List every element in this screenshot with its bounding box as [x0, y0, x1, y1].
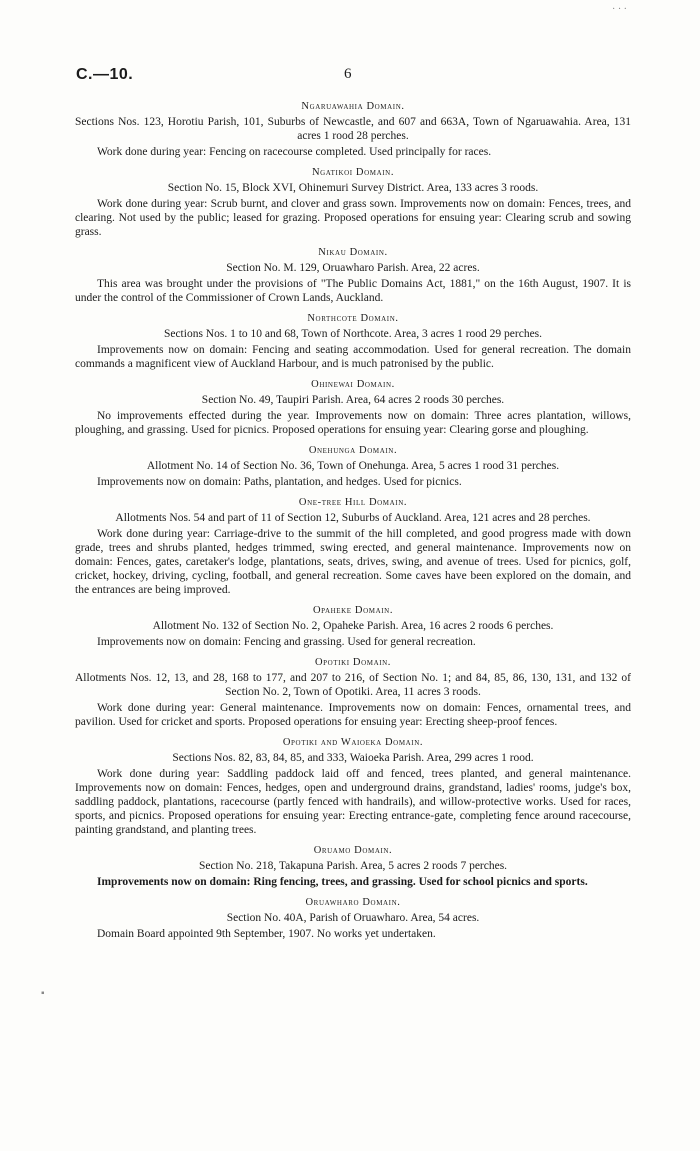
domain-section-ohinewai [75, 378, 631, 437]
section-title: Opotiki Domain. [314, 657, 392, 668]
report-reference: C.—10. [76, 66, 134, 83]
section-title: Ngatikoi Domain. [311, 167, 395, 178]
section-paragraph: Work done during year: General maintenance. Improvements now on domain: Fences, ornamental trees, and pavilion. Used for cricket and sports. Proposed operations for ensuing year: Erecting sheep-proof fences. [75, 702, 631, 728]
section-paragraph: Improvements now on domain: Ring fencing, trees, and grassing. Used for school picnics and sports. [97, 876, 588, 888]
scan-speck-icon: ▪ [41, 988, 45, 999]
section-title: Ohinewai Domain. [311, 379, 395, 390]
document-body [75, 100, 631, 948]
domain-section-nikau [75, 246, 631, 305]
section-location: Section No. 40A, Parish of Oruawharo. Area, 54 acres. [226, 912, 480, 924]
domain-section-oruamo [75, 844, 631, 889]
section-title: One-tree Hill Domain. [298, 497, 408, 508]
section-location: Allotments Nos. 12, 13, and 28, 168 to 177, and 207 to 216, of Section No. 1; and 84, 85, 86, 130, 131, and 132 of Section No. 2, Town of Opotiki. Area, 11 acres 3 roods. [75, 672, 631, 698]
section-location: Allotment No. 132 of Section No. 2, Opaheke Parish. Area, 16 acres 2 roods 6 perches. [152, 620, 554, 632]
section-title: Oruamo Domain. [313, 845, 393, 856]
section-paragraph: Improvements now on domain: Fencing and seating accommodation. Used for general recreation. The domain commands a magnificent view of Auckland Harbour, and is much patronised by the public. [75, 344, 631, 370]
section-location: Allotments Nos. 54 and part of 11 of Section 12, Suburbs of Auckland. Area, 121 acres and 28 perches. [115, 512, 591, 524]
domain-section-opotiki-waioeka [75, 736, 631, 837]
section-location: Section No. M. 129, Oruawharo Parish. Area, 22 acres. [226, 262, 480, 274]
domain-section-ngatikoi [75, 166, 631, 239]
domain-section-northcote [75, 312, 631, 371]
section-paragraph: Work done during year: Fencing on racecourse completed. Used principally for races. [97, 146, 492, 158]
section-paragraph: Work done during year: Saddling paddock laid off and fenced, trees planted, and general maintenance. Improvements now on domain: Fences, hedges, open and underground drains, grandstand, ladies' rooms, judge's box, saddling paddock, plantations, racecourse (partly fenced with handrails), and willow-protective works. Used for races, sports, and picnics. Proposed operations for ensuing year: Erecting entrance-gate, completing fence around racecourse, painting grandstand, and planting trees. [75, 768, 631, 836]
scan-speck-icon: · · · [612, 4, 627, 15]
section-paragraph: Improvements now on domain: Paths, plantation, and hedges. Used for picnics. [97, 476, 462, 488]
section-location: Section No. 218, Takapuna Parish. Area, 5 acres 2 roods 7 perches. [198, 860, 508, 872]
section-location: Section No. 49, Taupiri Parish. Area, 64 acres 2 roods 30 perches. [201, 394, 505, 406]
domain-section-opotiki [75, 656, 631, 729]
section-location: Allotment No. 14 of Section No. 36, Town of Onehunga. Area, 5 acres 1 rood 31 perches. [146, 460, 560, 472]
domain-section-ngaruawahia [75, 100, 631, 159]
section-paragraph: No improvements effected during the year. Improvements now on domain: Three acres plantation, willows, ploughing, and grassing. Used for picnics. Proposed operations for ensuing year: Clearing gorse and ploughing. [75, 410, 631, 436]
page-number: 6 [344, 66, 352, 82]
section-location: Section No. 15, Block XVI, Ohinemuri Survey District. Area, 133 acres 3 roods. [167, 182, 539, 194]
section-title: Opaheke Domain. [312, 605, 394, 616]
section-location: Sections Nos. 82, 83, 84, 85, and 333, Waioeka Parish. Area, 299 acres 1 rood. [172, 752, 534, 764]
section-title: Ngaruawahia Domain. [301, 101, 405, 112]
page-header [76, 66, 636, 86]
section-title: Nikau Domain. [318, 247, 388, 258]
section-paragraph: This area was brought under the provisions of "The Public Domains Act, 1881," on the 16th August, 1907. It is under the control of the Commissioner of Crown Lands, Auckland. [75, 278, 631, 304]
section-title: Oruawharo Domain. [305, 897, 401, 908]
section-location: Sections Nos. 1 to 10 and 68, Town of Northcote. Area, 3 acres 1 rood 29 perches. [163, 328, 543, 340]
section-paragraph: Domain Board appointed 9th September, 1907. No works yet undertaken. [97, 928, 436, 940]
section-paragraph: Work done during year: Carriage-drive to the summit of the hill completed, and good progress made with down grade, trees and shrubs planted, hedges trimmed, swing erected, and general maintenance. Improvements now on domain: Fences, gates, caretaker's lodge, plantations, seats, drives, swing, and avenue of trees. Used for picnics, golf, cricket, hockey, driving, cycling, football, and general recreation. Some caves have been explored on the domain, and the entrances are being improved. [75, 528, 631, 596]
section-paragraph: Improvements now on domain: Fencing and grassing. Used for general recreation. [97, 636, 476, 648]
domain-section-opaheke [75, 604, 631, 649]
section-paragraph: Work done during year: Scrub burnt, and clover and grass sown. Improvements now on domain: Fences, trees, and clearing. Not used by the public; leased for grazing. Proposed operations for ensuing year: Clearing scrub and sowing grass. [75, 198, 631, 238]
section-title: Opotiki and Waioeka Domain. [282, 737, 424, 748]
domain-section-onehunga [75, 444, 631, 489]
domain-section-one-tree-hill [75, 496, 631, 597]
section-location: Sections Nos. 123, Horotiu Parish, 101, Suburbs of Newcastle, and 607 and 663A, Town of Ngaruawahia. Area, 131 acres 1 rood 28 perches. [75, 116, 631, 142]
domain-section-oruawharo [75, 896, 631, 941]
section-title: Onehunga Domain. [308, 445, 398, 456]
section-title: Northcote Domain. [307, 313, 399, 324]
